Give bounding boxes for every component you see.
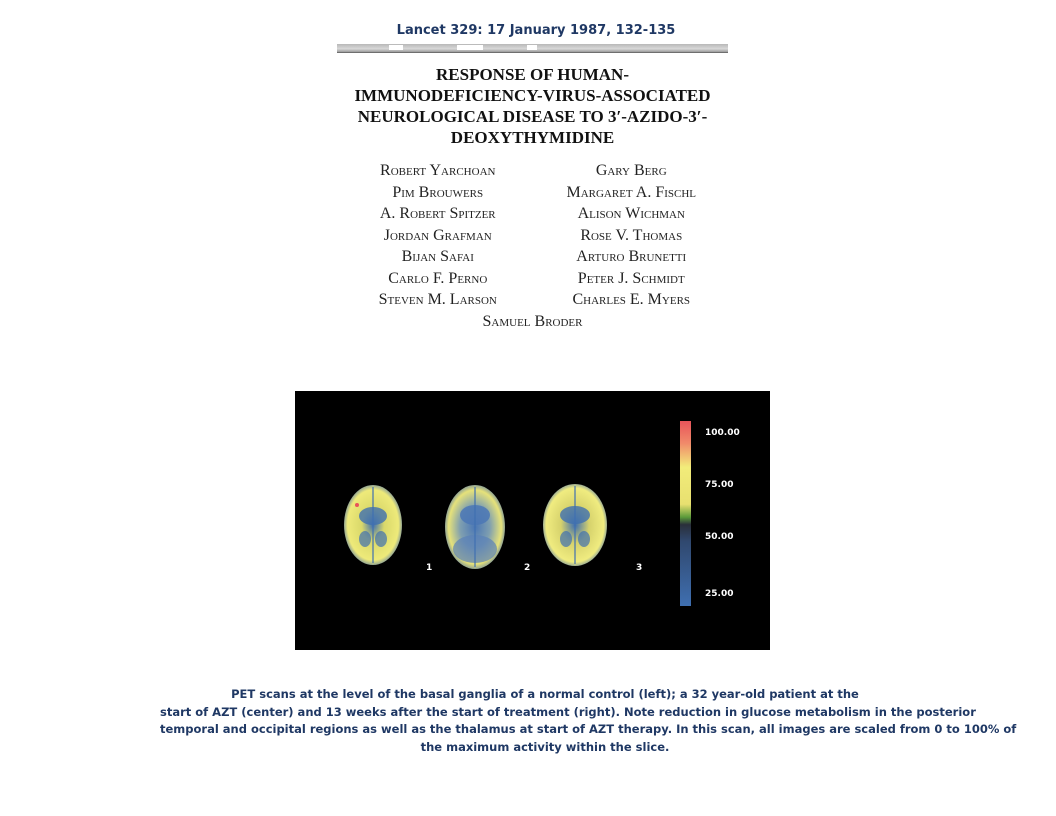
title-line: RESPONSE OF HUMAN- (436, 65, 629, 84)
scan-number-label: 2 (524, 563, 531, 573)
scan-number-label: 3 (636, 563, 643, 573)
title-line: DEOXYTHYMIDINE (450, 128, 615, 147)
author-name: A. Robert Spitzer (379, 205, 496, 222)
author-name: Carlo F. Perno (388, 269, 488, 287)
author-name: Peter J. Schmidt (577, 269, 685, 287)
author-row (337, 225, 728, 247)
caption-line: temporal and occipital regions as well as the thalamus at start of AZT therapy. In this scan, all images are scaled from 0 to 100% of (160, 722, 1017, 736)
brain-scan-normal-control (344, 485, 402, 565)
pet-scan-image (295, 391, 770, 650)
citation-header: Lancet 329: 17 January 1987, 132-135 (396, 23, 676, 38)
author-name: Pim Brouwers (392, 183, 484, 201)
color-scale-bar (680, 421, 691, 606)
scanned-page-edge (337, 44, 728, 53)
pet-scan-figure (295, 391, 770, 650)
author-name: Bijan Safai (401, 248, 474, 265)
author-name: Gary Berg (595, 162, 667, 179)
article-title (337, 64, 728, 148)
author-name: Alison Wichman (577, 205, 685, 222)
scale-label: 75.00 (705, 480, 734, 490)
scale-label: 100.00 (705, 428, 740, 438)
author-row (337, 203, 728, 225)
figure-caption (160, 686, 1017, 756)
author-name: Rose V. Thomas (580, 226, 683, 244)
author-name: Jordan Grafman (383, 226, 492, 244)
title-line: NEUROLOGICAL DISEASE TO 3′-AZIDO-3′- (357, 107, 708, 126)
scale-label: 50.00 (705, 532, 734, 542)
caption-line: PET scans at the level of the basal ganglia of a normal control (left); a 32 year-old patient at the (231, 687, 859, 701)
caption-line: the maximum activity within the slice. (420, 739, 670, 754)
brain-scan-start-of-azt (445, 485, 505, 569)
author-name: Charles E. Myers (572, 291, 691, 308)
author-name: Margaret A. Fischl (566, 183, 697, 201)
author-row (337, 289, 728, 311)
author-list (337, 160, 728, 332)
author-name: Steven M. Larson (378, 291, 497, 308)
author-name: Arturo Brunetti (576, 248, 687, 265)
author-name: Robert Yarchoan (380, 162, 496, 179)
title-line: IMMUNODEFICIENCY-VIRUS-ASSOCIATED (354, 86, 711, 105)
scan-number-label: 1 (426, 563, 433, 573)
author-row (337, 160, 728, 182)
scale-label: 25.00 (705, 589, 734, 599)
caption-line: start of AZT (center) and 13 weeks after the start of treatment (right). Note reduction in glucose metabolism in the posterior (160, 704, 976, 719)
author-row (337, 182, 728, 204)
author-name: Samuel Broder (482, 312, 583, 330)
author-row (337, 268, 728, 290)
brain-scan-13-weeks (543, 484, 607, 566)
author-row (337, 246, 728, 268)
